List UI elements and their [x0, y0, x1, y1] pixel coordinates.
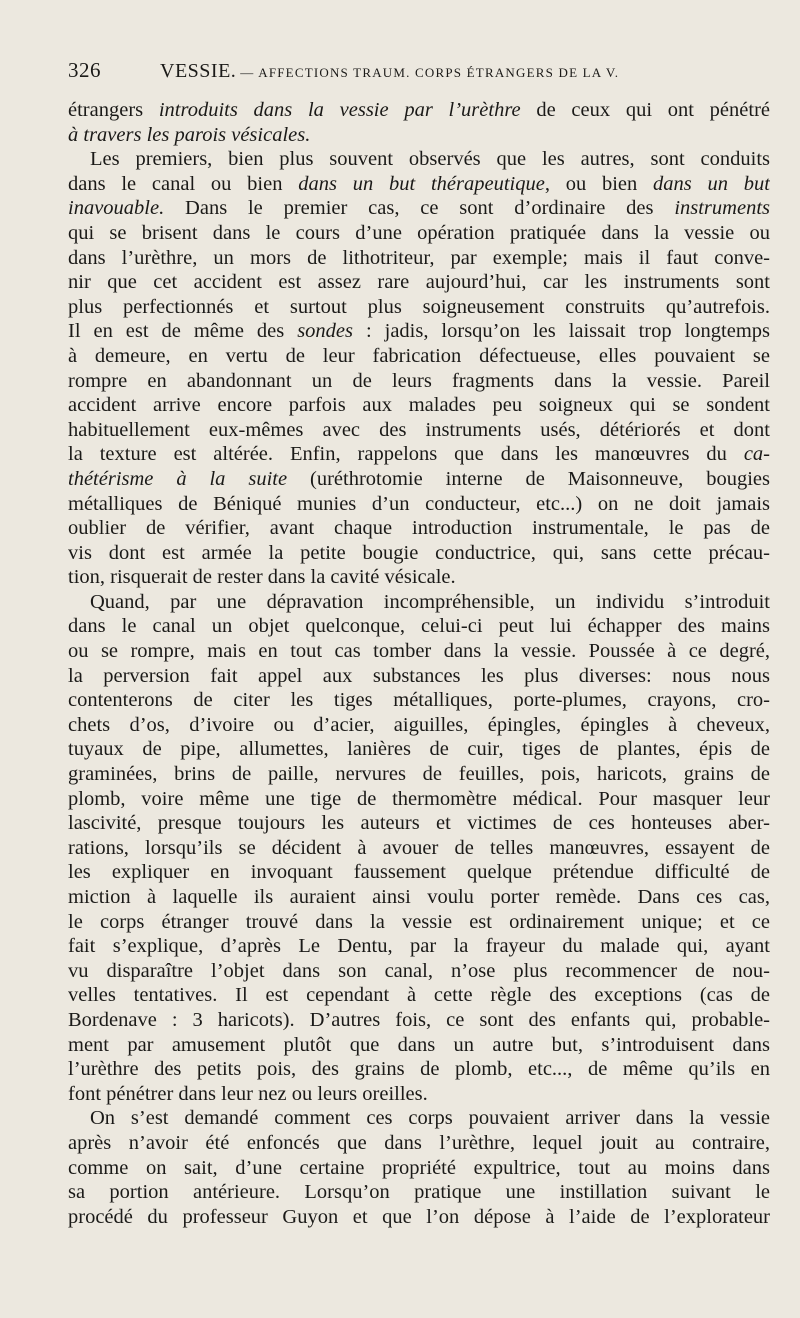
text-line: étrangers introduits dans la vessie par l’urèthre de ceux qui ont pénétré	[68, 99, 770, 121]
text-line: plus perfectionnés et surtout plus soigneusement construits qu’autrefois.	[68, 295, 770, 318]
text-line: ou se rompre, mais en tout cas tomber dans la vessie. Poussée à ce degré,	[68, 640, 770, 663]
text-line: rompre en abandonnant un de leurs fragments dans la vessie. Pareil	[68, 369, 770, 392]
text-line: accident arrive encore parfois aux malades peu soigneux qui se sondent	[68, 394, 770, 417]
text-line: dans le canal un objet quelconque, celui-ci peut lui échapper des mains	[68, 615, 770, 638]
italic-text: ca-	[743, 443, 770, 466]
text-line: nir que cet accident est assez rare aujourd’hui, car les instruments sont	[68, 271, 770, 294]
text-line	[68, 123, 770, 148]
text-line: contenterons de citer les tiges métalliques, porte-plumes, crayons, cro-	[68, 689, 770, 712]
text-line: procédé du professeur Guyon et que l’on dépose à l’aide de l’explorateur	[68, 1205, 770, 1228]
text-line: miction à laquelle ils auraient ainsi voulu porter remède. Dans ces cas,	[68, 886, 770, 908]
text-line: fait s’explique, d’après Le Dentu, par la frayeur du malade qui, ayant	[68, 935, 770, 958]
italic-text: à travers les parois vésicales.	[68, 123, 311, 146]
text-line: vis dont est armée la petite bougie conductrice, qui, sans cette précau-	[68, 541, 770, 564]
text-line: font pénétrer dans leur nez ou leurs oreilles.	[68, 1082, 428, 1105]
text-line: Bordenave : 3 haricots). D’autres fois, ce sont des enfants qui, probable-	[68, 1008, 770, 1031]
text-line: qui se brisent dans le cours d’une opération pratiquée dans la vessie ou	[68, 221, 770, 244]
text-line: métalliques de Béniqué munies d’un conducteur, etc...) on ne doit jamais	[68, 492, 770, 515]
text-line: le corps étranger trouvé dans la vessie est ordinairement unique; et ce	[68, 910, 770, 933]
text-line: Les premiers, bien plus souvent observés que les autres, sont conduits	[90, 148, 770, 171]
text-line: tion, risquerait de rester dans la cavité vésicale.	[68, 566, 456, 589]
italic-text: introduits dans la vessie par l’urèthre	[158, 99, 521, 121]
text-line: les expliquer en invoquant faussement quelque prétendue difficulté de	[68, 861, 770, 884]
text-line: rations, lorsqu’ils se décident à avouer de telles manœuvres, essayent de	[68, 836, 770, 859]
text-line: à demeure, en vertu de leur fabrication défectueuse, elles pouvaient se	[68, 344, 770, 367]
body-text	[68, 98, 770, 1229]
text-line: chets d’os, d’ivoire ou d’acier, aiguilles, épingles, épingles à cheveux,	[68, 713, 770, 736]
text-line: graminées, brins de paille, nervures de feuilles, pois, haricots, grains de	[68, 763, 770, 786]
page-number: 326	[68, 58, 101, 82]
running-header	[68, 58, 770, 92]
italic-text: dans un but thérapeutique	[298, 172, 545, 195]
text-line: ment par amusement plutôt que dans un autre but, s’introduisent dans	[68, 1033, 770, 1056]
text-line: Il en est de même des sondes : jadis, lorsqu’on les laissait trop longtemps	[68, 320, 770, 343]
italic-text: instruments	[674, 197, 770, 220]
text-line: habituellement eux-mêmes avec des instruments usés, détériorés et dont	[68, 418, 770, 441]
text-line: dans l’urèthre, un mors de lithotriteur, par exemple; mais il faut conve-	[68, 246, 770, 269]
text-line: dans le canal ou bien dans un but thérapeutique, ou bien dans un but	[68, 172, 770, 195]
text-line: inavouable. Dans le premier cas, ce sont d’ordinaire des instruments	[68, 197, 770, 220]
text-line: lascivité, presque toujours les auteurs et victimes de ces honteuses aber-	[68, 812, 770, 835]
text-line: On s’est demandé comment ces corps pouvaient arriver dans la vessie	[90, 1107, 770, 1130]
text-line: la texture est altérée. Enfin, rappelons que dans les manœuvres du ca-	[68, 443, 770, 466]
text-line: comme on sait, d’une certaine propriété expultrice, tout au moins dans	[68, 1156, 770, 1179]
text-line: après n’avoir été enfoncés que dans l’urèthre, lequel jouit au contraire,	[68, 1131, 770, 1154]
running-title: VESSIE.	[160, 60, 237, 82]
text-line: thétérisme à la suite (uréthrotomie interne de Maisonneuve, bougies	[68, 467, 770, 490]
text-line: sa portion antérieure. Lorsqu’on pratique une instillation suivant le	[68, 1181, 770, 1204]
text-line: la perversion fait appel aux substances les plus diverses: nous nous	[68, 664, 770, 687]
italic-text: inavouable.	[68, 197, 165, 220]
italic-text: sondes	[297, 320, 353, 343]
text-line: tuyaux de pipe, allumettes, lanières de cuir, tiges de plantes, épis de	[68, 738, 770, 761]
text-line: l’urèthre des petits pois, des grains de plomb, etc..., de même qu’ils en	[68, 1058, 770, 1081]
text-line: oublier de vérifier, avant chaque introduction instrumentale, le pas de	[68, 517, 770, 540]
text-line: plomb, voire même une tige de thermomètre médical. Pour masquer leur	[68, 787, 770, 810]
text-line: Quand, par une dépravation incompréhensible, un individu s’introduit	[90, 590, 770, 613]
text-line: velles tentatives. Il est cependant à cette règle des exceptions (cas de	[68, 984, 770, 1007]
text-line: vu disparaître l’objet dans son canal, n’ose plus recommencer de nou-	[68, 959, 770, 982]
running-subtitle: — AFFECTIONS TRAUM. CORPS ÉTRANGERS DE LA V.	[240, 65, 620, 80]
italic-text: dans un but	[653, 172, 770, 195]
italic-text: thétérisme à la suite	[68, 467, 288, 490]
